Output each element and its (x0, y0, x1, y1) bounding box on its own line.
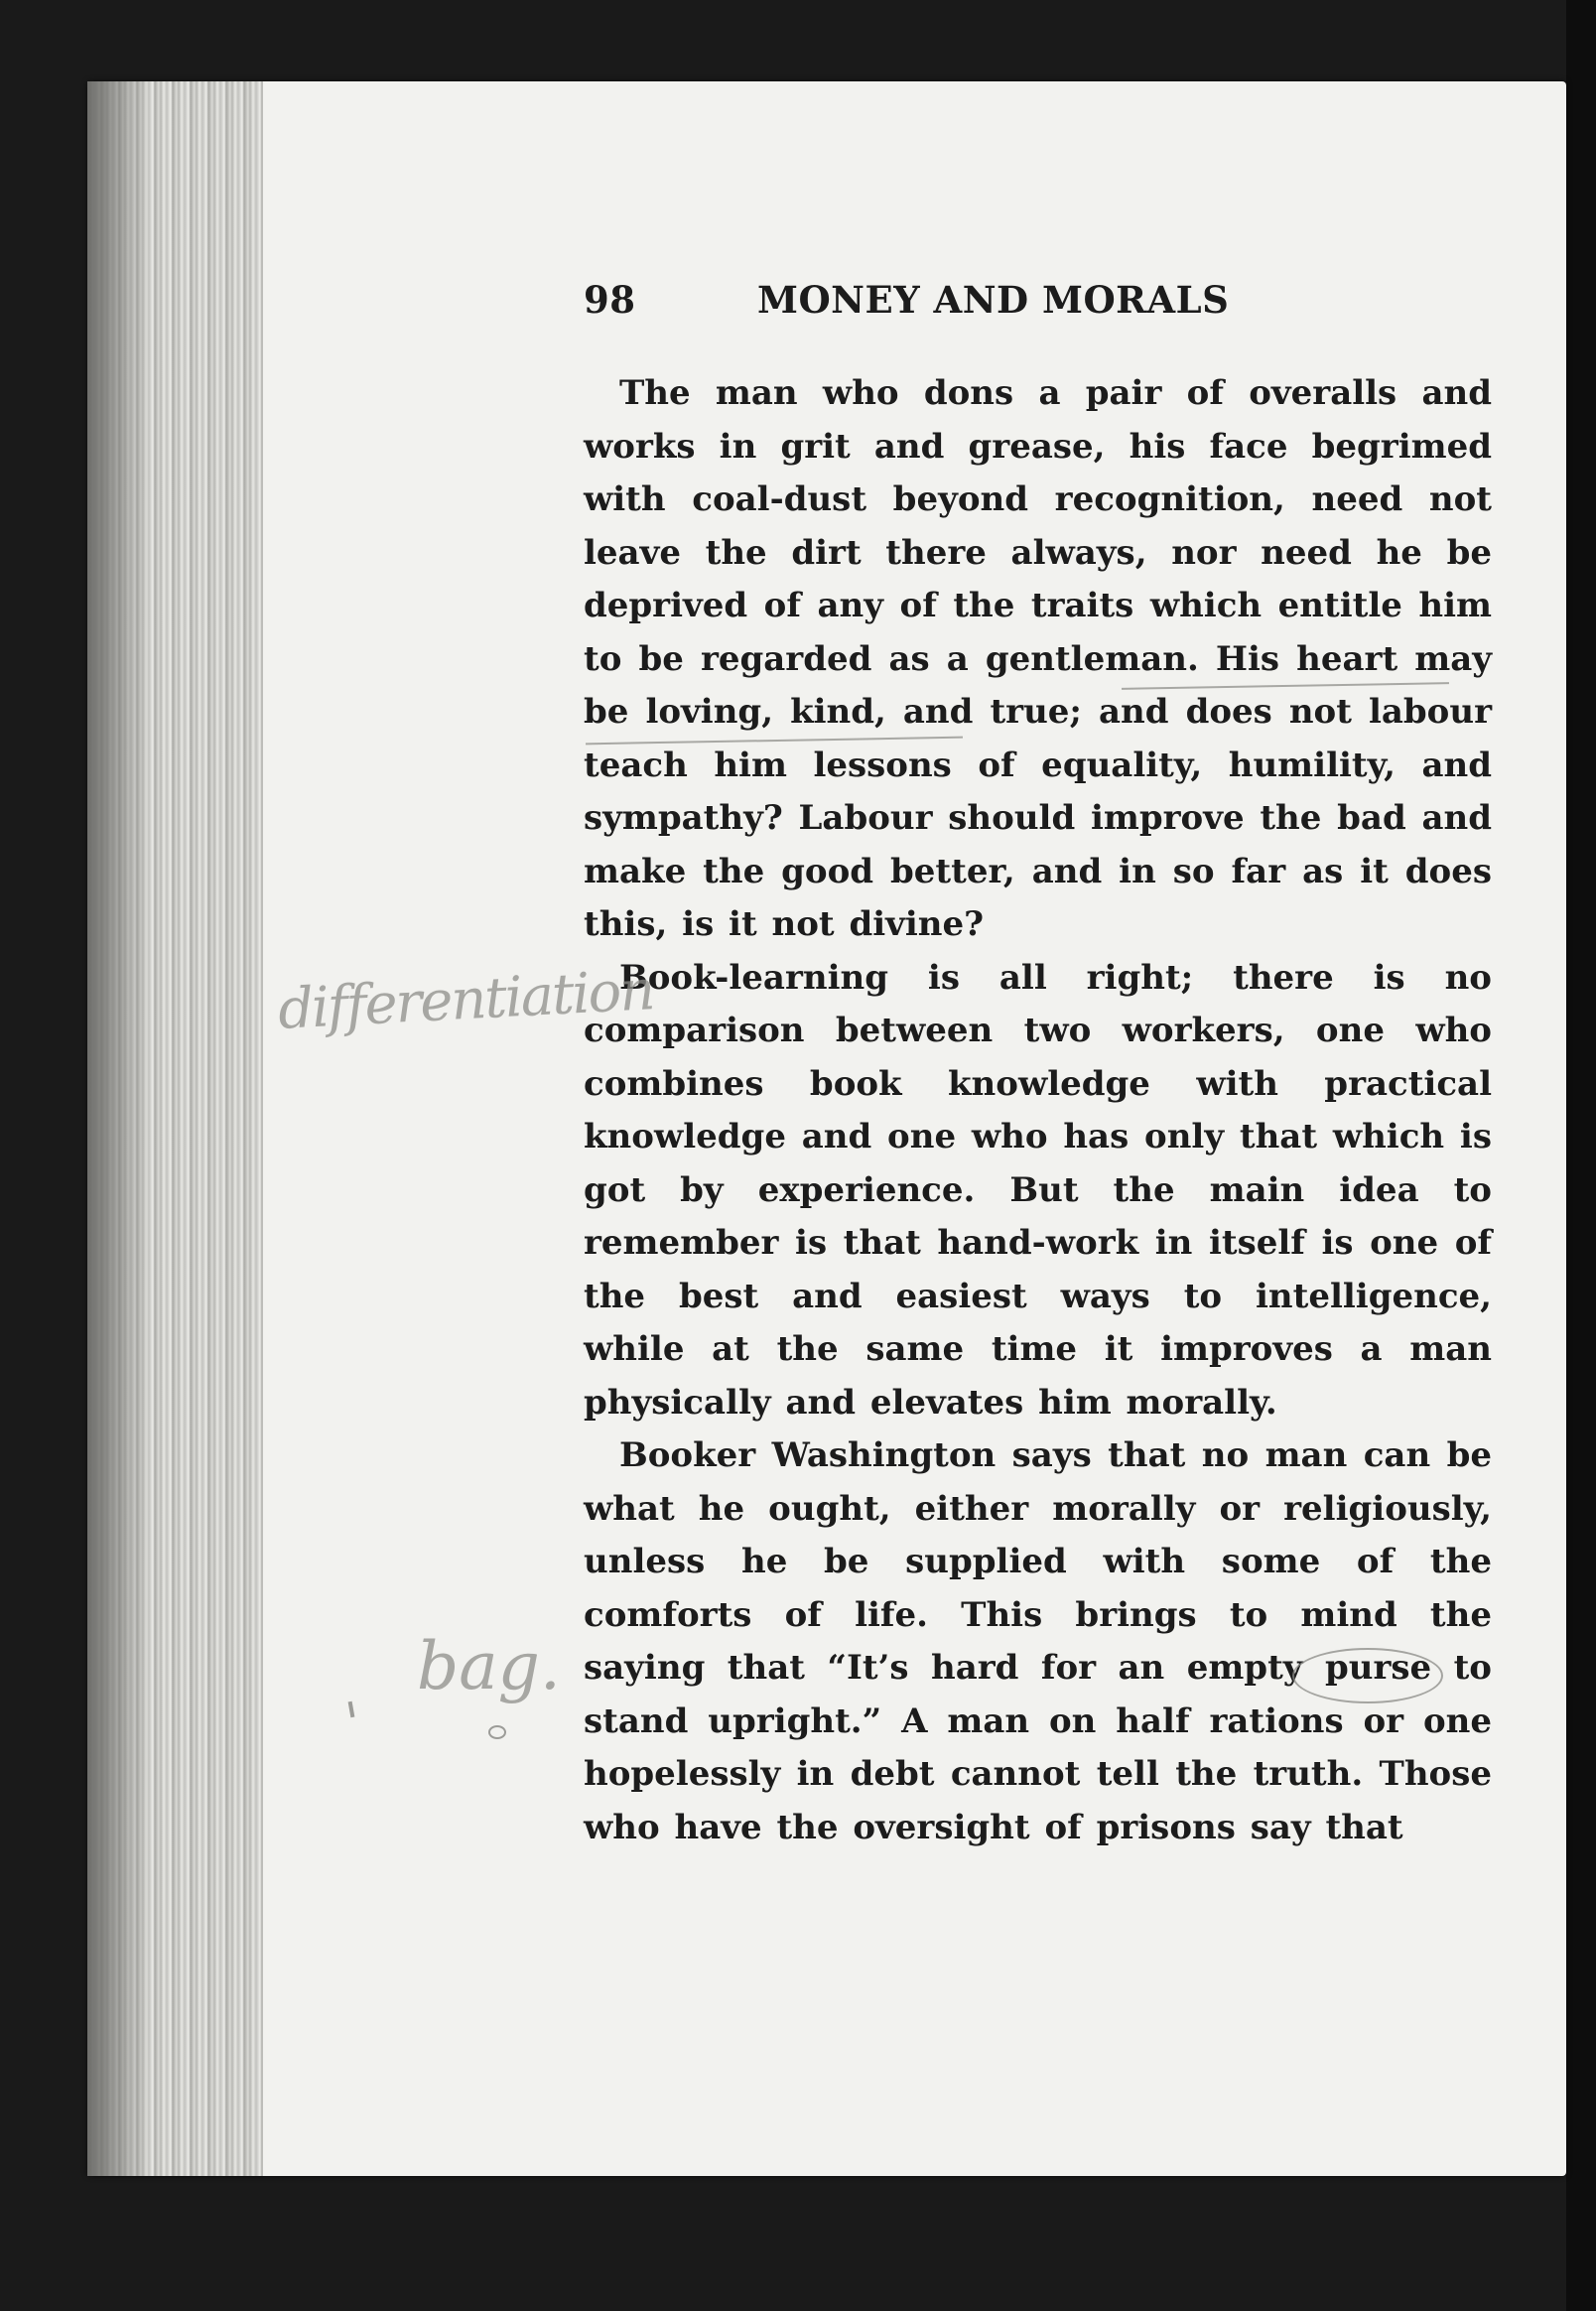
margin-note-bag: bag. (417, 1628, 561, 1704)
page-number: 98 (584, 278, 636, 322)
running-head (584, 278, 1492, 338)
pencil-mark (488, 1725, 506, 1739)
paragraph-3: Booker Washington says that no man can be what he ought, either morally or religiously, unless he be supplied with some of the comforts of life. This brings to mind the saying that “It’s hard for an empty purse to stand upright.” A man on half rations or one hopelessly in debt cannot tell the truth. Those who have the oversight of prisons say that (584, 1435, 1492, 1847)
paragraph-2: Book-learning is all right; there is no comparison between two workers, one who combines book knowledge with practical knowledge and one who has only that which is got by experience. But the main idea to remember is that hand-work in itself is one of the best and easiest ways to intelligence, while at the same time it improves a man physically and elevates him morally. (584, 957, 1492, 1423)
paragraph-1: The man who dons a pair of overalls and works in grit and grease, his face begrimed with coal-dust beyond recognition, need not leave the dirt there always, nor need he be deprived of any of the traits which entitle him to be regarded as a gentleman. His heart may be loving, kind, and true; and does not labour teach him lessons of equality, humility, and sympathy? Labour should improve the bad and make the good better, and in so far as it does this, is it not divine? (584, 373, 1492, 944)
margin-note-differentiation: differentiation (276, 958, 655, 1042)
page-edges (87, 81, 263, 2176)
page-title: MONEY AND MORALS (757, 278, 1230, 322)
page-text (584, 278, 1492, 1854)
pencil-circle (1292, 1648, 1443, 1703)
scanner-edge (1566, 0, 1596, 2311)
